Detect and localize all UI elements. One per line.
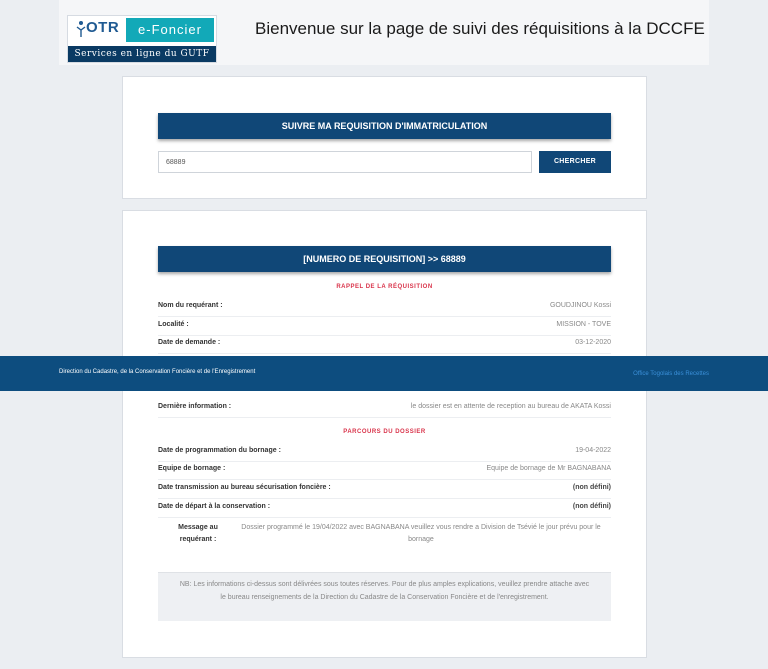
- row-value: Equipe de bornage de Mr BAGNABANA: [486, 465, 611, 472]
- info-row: [158, 443, 611, 462]
- result-card: [122, 210, 647, 658]
- row-label: Date de programmation du bornage :: [158, 447, 281, 454]
- route-section-title: PARCOURS DU DOSSIER: [343, 429, 426, 435]
- row-value: le dossier est en attente de reception au bureau de AKATA Kossi: [410, 403, 611, 410]
- row-value: (non défini): [572, 503, 611, 510]
- logo-efoncier-text: e-Foncier: [126, 18, 214, 42]
- person-logo-icon: [76, 20, 86, 38]
- info-row: [158, 335, 611, 354]
- search-button[interactable]: CHERCHER: [539, 151, 611, 173]
- info-row: [158, 499, 611, 518]
- row-value: 19-04-2022: [575, 447, 611, 454]
- footer-otr-link[interactable]: Office Togolais des Recettes: [633, 371, 709, 377]
- info-row: [158, 317, 611, 336]
- logo-otr-text: OTR: [86, 19, 120, 36]
- row-label: Date de départ à la conservation :: [158, 503, 271, 510]
- site-header: [59, 0, 709, 65]
- message-label: Message au requérant :: [178, 524, 218, 543]
- row-label: Equipe de bornage :: [158, 465, 226, 472]
- page-title: Bienvenue sur la page de suivi des réquisitions à la DCCFE: [255, 19, 705, 38]
- row-value: (non défini): [572, 484, 611, 491]
- row-value: 03-12-2020: [575, 339, 611, 346]
- result-heading: [NUMERO DE REQUISITION] >> 68889: [158, 246, 611, 272]
- row-label: Date de demande :: [158, 339, 221, 346]
- row-value: GOUDJINOU Kossi: [549, 302, 611, 309]
- info-row: [158, 461, 611, 480]
- info-row: [158, 298, 611, 317]
- row-value: MISSION - TOVE: [556, 321, 611, 328]
- row-label: Date transmission au bureau sécurisation foncière :: [158, 484, 331, 491]
- recall-section-title: RAPPEL DE LA RÉQUISITION: [336, 284, 433, 290]
- message-value: Dossier programmé le 19/04/2022 avec BAGNABANA veuillez vous rendre a Division de Tsévié le jour prévu pour le bornage: [241, 524, 601, 543]
- site-footer: [0, 356, 768, 391]
- info-row: [158, 399, 611, 418]
- footer-direction-text: Direction du Cadastre, de la Conservation Foncière et de l'Enregistrement: [59, 369, 256, 375]
- info-row: [158, 480, 611, 499]
- requisition-number-input[interactable]: [158, 151, 532, 173]
- row-label: Dernière information :: [158, 403, 232, 410]
- row-label: Nom du requérant :: [158, 302, 223, 309]
- search-card: [122, 76, 647, 199]
- search-heading: SUIVRE MA REQUISITION D'IMMATRICULATION: [158, 113, 611, 139]
- logo-tagline: Services en ligne du GUTF: [68, 46, 216, 62]
- otr-efoncier-logo[interactable]: [67, 15, 217, 63]
- disclaimer-note: NB: Les informations ci-dessus sont délivrées sous toutes réserves. Pour de plus amples explications, veuillez prendre attache avec le bureau renseignements de la Direction du Cadastre de la Conservation Foncière et de l'enregistrement.: [158, 572, 611, 621]
- row-label: Localité :: [158, 321, 189, 328]
